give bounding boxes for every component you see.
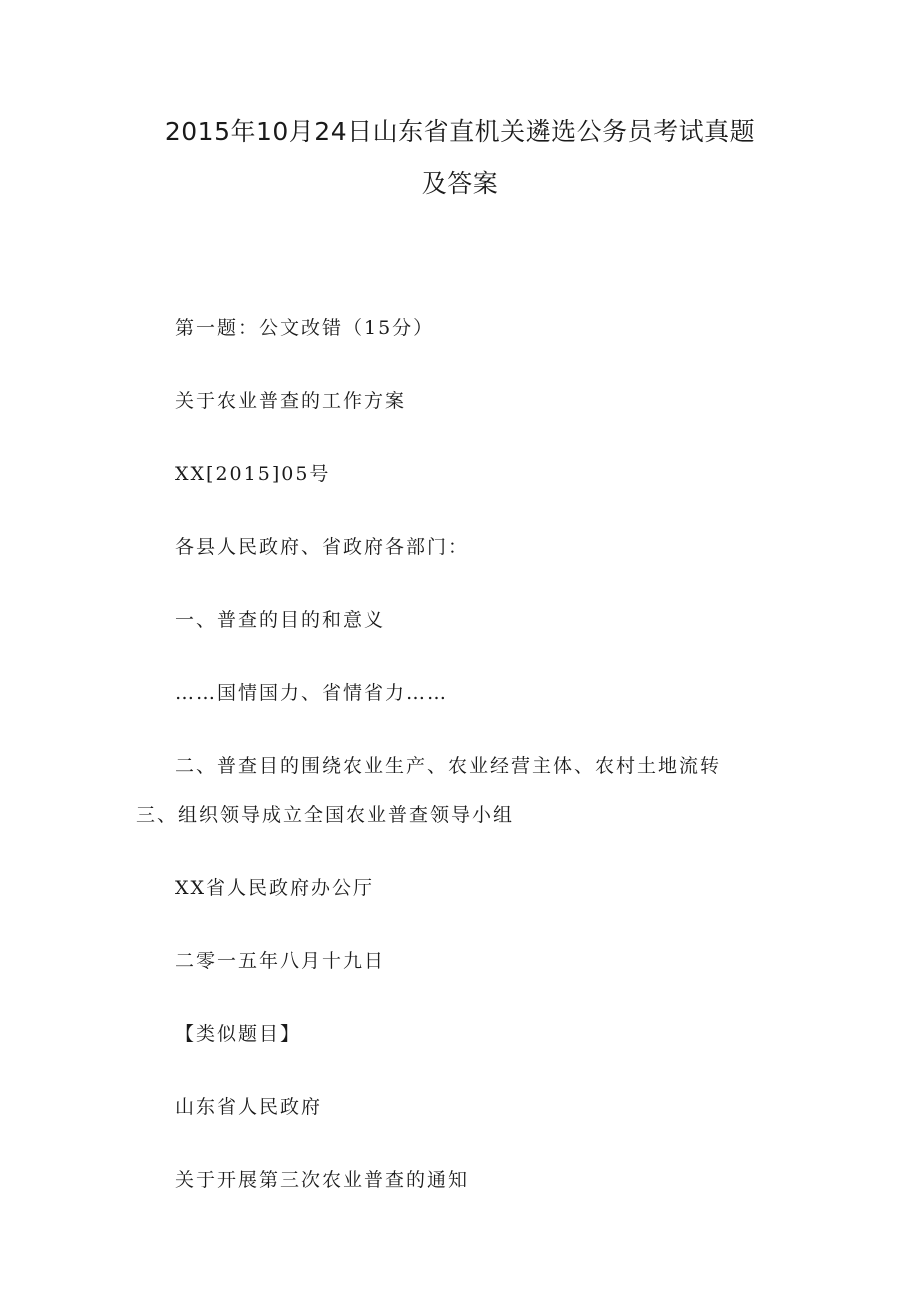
document-title-line-2: 及答案 [421, 169, 499, 198]
text-line: 各县人民政府、省政府各部门： [175, 536, 470, 558]
text-line: ……国情国力、省情省力…… [175, 682, 449, 704]
text-line: 二、普查目的围绕农业生产、农业经营主体、农村土地流转 [175, 755, 722, 777]
text-line: 三、组织领导成立全国农业普查领导小组 [136, 804, 515, 826]
text-line: 一、普查的目的和意义 [175, 609, 386, 631]
text-line: 关于农业普查的工作方案 [175, 390, 407, 412]
issuer-line: XX省人民政府办公厅 [175, 877, 375, 899]
text-line: 山东省人民政府 [175, 1096, 323, 1118]
text-line: 关于开展第三次农业普查的通知 [175, 1169, 470, 1191]
question-heading: 第一题：公文改错（15分） [175, 317, 435, 339]
document-title-line-1: 2015年10月24日山东省直机关遴选公务员考试真题 [164, 117, 756, 146]
date-line: 二零一五年八月十九日 [175, 950, 386, 972]
section-heading: 【类似题目】 [175, 1023, 302, 1045]
document-number: XX[2015]05号 [175, 463, 331, 485]
